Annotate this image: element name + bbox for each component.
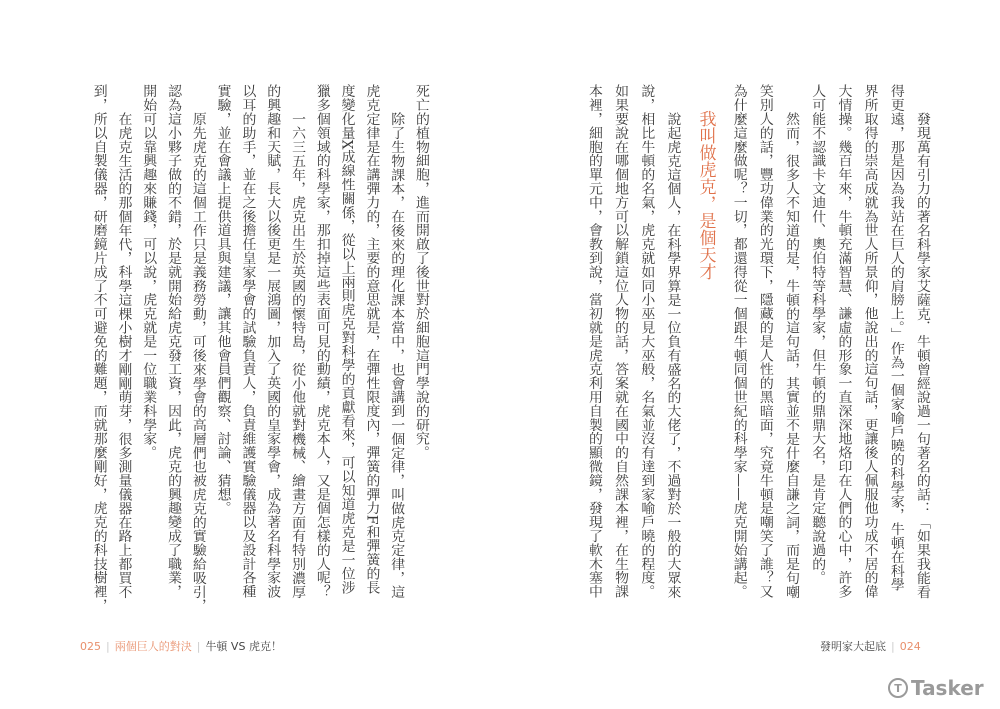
text-line: 虎克定律是在講彈力的，主要的意思就是，在彈性限度內，彈簧的彈力F和彈簧的長: [363, 84, 380, 595]
divider: |: [891, 639, 895, 653]
page-number: 024: [899, 639, 921, 653]
text-line: 認為這小夥子做的不錯，於是就開始給虎克發工資，因此，虎克的興趣變成了職業，: [165, 84, 182, 599]
text-line: 一六三五年，虎克出生於英國的懷特島，從小他就對機械、繪畫方面有特別濃厚: [289, 111, 306, 599]
text-line: 大情操。幾百年來，牛頓充滿智慧、謙虛的形象一直深深地烙印在人們的心中，許多: [835, 84, 852, 599]
footer-left: [80, 638, 282, 654]
text-line: 笑別人的話，豐功偉業的光環下，隱藏的是人性的黑暗面，究竟牛頓是嘲笑了誰？又: [756, 84, 773, 599]
text-line: 如果要說在哪個地方可以解鎖這位人物的話，答案就在國中的自然課本裡，在生物課: [612, 84, 629, 599]
text-line: 開始可以靠興趣來賺錢，可以說，虎克就是一位職業科學家。: [140, 84, 157, 460]
tasker-logo-icon: T: [888, 678, 908, 698]
page-number: 025: [80, 639, 101, 653]
text-line: 原先虎克的這個工作只是義務勞動，可後來學會的高層們也被虎克的實驗給吸引，: [189, 111, 206, 613]
text-line: 說，相比牛頓的名氣，虎克就如同小巫見大巫般，名氣並沒有達到家喻戶曉的程度。: [638, 84, 655, 599]
text-line: 界所取得的崇高成就為世人所景仰，他說出的這句話，更讓後人佩服他功成不居的偉: [861, 84, 878, 599]
text-line: 說起虎克這個人，在科學界算是一位負有盛名的大佬了，不過對於一般的大眾來: [664, 111, 681, 599]
text-line: 發現萬有引力的著名科學家艾薩克．牛頓曾經說過一句著名的話：「如果我能看: [914, 111, 930, 599]
divider: |: [106, 639, 110, 653]
section-title: 牛頓 VS 虎克！: [205, 640, 282, 653]
text-line: 以耳的助手，並在之後擔任皇家學會的試驗負責人，負責維護實驗儀器以及設計各種: [239, 84, 256, 599]
text-line: 獵多個領域的科學家，那扣掉這些表面可見的動績，虎克本人，又是個怎樣的人呢？: [313, 84, 330, 599]
left-page-body: [80, 84, 427, 614]
watermark-text: Tasker: [911, 676, 984, 700]
divider: |: [196, 639, 201, 653]
footer-right: [820, 638, 921, 654]
text-line: 為什麼這麼做呢？一切，都還得從一個跟牛頓同個世紀的科學家——虎克開始講起。: [730, 84, 747, 599]
text-line: 除了生物課本，在後來的理化課本當中，也會講到一個定律，叫做虎克定律，這: [388, 111, 405, 599]
book-title: 發明家大起底: [820, 640, 886, 653]
chapter-title: 兩個巨人的對決: [114, 640, 192, 653]
section-heading: 我叫做虎克，是個天才: [695, 110, 716, 280]
text-line: 在虎克生活的那個年代，科學這棵小樹才剛剛萌芽，很多測量儀器在路上都買不: [115, 111, 132, 599]
right-page-body: [574, 84, 928, 614]
text-line: 實驗，並在會議上提供道具與建議，讓其他會員們觀察、討論、猜想。: [214, 84, 231, 515]
text-line: 得更遠，那是因為我站在巨人的肩膀上。」作為一個家喻戶曉的科學家，牛頓在科學: [887, 84, 904, 592]
text-line: 度變化量X成線性關係，從以上兩則虎克對科學的貢獻看來，可以知道虎克是一位涉: [338, 84, 355, 595]
text-line: 死亡的植物細胞，進而開啟了後世對於細胞這門學說的研究。: [413, 84, 429, 460]
watermark: [888, 676, 984, 700]
text-line: 的興趣和天賦，長大以後更是一展鴻圖，加入了英國的皇家學會，成為著名科學家波: [264, 84, 281, 599]
text-line: 到，所以自製儀器，研磨鏡片成了不可避免的難題，而就那麼剛好，虎克的科技樹裡，: [90, 84, 107, 613]
text-line: 本裡，細胞的單元中，會教到說，當初就是虎克利用自製的顯微鏡，發現了軟木塞中: [585, 84, 602, 599]
text-line: 人可能不認識卡文迪什、奧伯特等科學家，但牛頓的鼎鼎大名，是肯定聽說過的。: [809, 84, 826, 585]
text-line: 然而，很多人不知道的是，牛頓的這句話，其實並不是什麼自謙之詞，而是句嘲: [783, 111, 800, 599]
